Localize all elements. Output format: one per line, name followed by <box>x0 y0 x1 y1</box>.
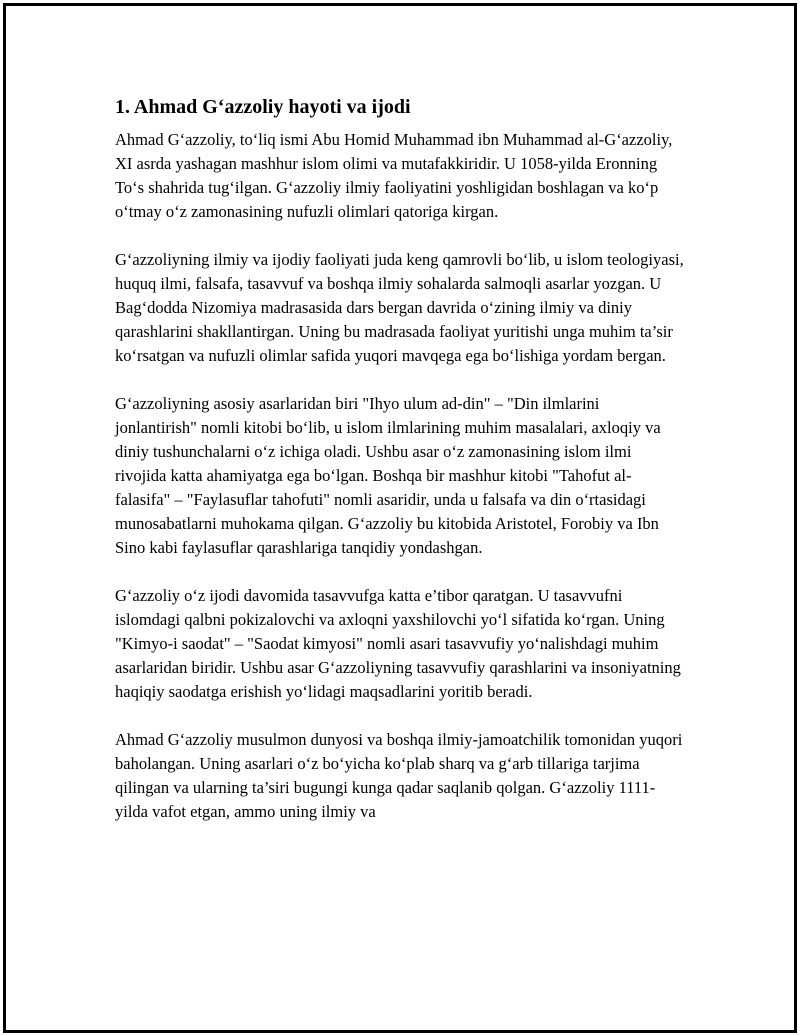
paragraph-intro: Ahmad G‘azzoliy, to‘liq ismi Abu Homid Muhammad ibn Muhammad al-G‘azzoliy, XI asrda yashagan mashhur islom olimi va mutafakkiridir. U 1058-yilda Eronning To‘s shahrida tug‘ilgan. G‘azzoliy ilmiy faoliyatini yoshligidan boshlagan va ko‘p o‘tmay o‘z zamonasining nufuzli olimlari qatoriga kirgan. <box>115 130 673 221</box>
paragraph-sufism: G‘azzoliy o‘z ijodi davomida tasavvufga katta e’tibor qaratgan. U tasavvufni islomdagi qalbni pokizalovchi va axloqni yaxshilovchi yo‘l sifatida ko‘rgan. Uning "Kimyo-i saodat" – "Saodat kimyosi" nomli asari tasavvufiy yo‘nalishdagi muhim asarlaridan biridir. Ushbu asar G‘azzoliyning tasavvufiy qarashlarini va insoniyatning haqiqiy saodatga erishish yo‘lidagi maqsadlarini yoritib beradi. <box>115 586 681 701</box>
paragraph-main-works: G‘azzoliyning asosiy asarlaridan biri "Ihyo ulum ad-din" – "Din ilmlarini jonlantirish" nomli kitobi bo‘lib, u islom ilmlarining muhim masalalari, axloqiy va diniy tushunchalarni o‘z ichiga oladi. Ushbu asar o‘z zamonasining islom ilmi rivojida katta ahamiyatga ega bo‘lgan. Boshqa bir mashhur kitobi "Tahofut al-falasifa" – "Faylasuflar tahofuti" nomli asaridir, unda u falsafa va din o‘rtasidagi munosabatlarni muhokama qilgan. G‘azzoliy bu kitobida Aristotel, Forobiy va Ibn Sino kabi faylasuflar qarashlariga tanqidiy yondashgan. <box>115 394 661 557</box>
paragraph-legacy: Ahmad G‘azzoliy musulmon dunyosi va boshqa ilmiy-jamoatchilik tomonidan yuqori baholangan. Uning asarlari o‘z bo‘yicha ko‘plab sharq va g‘arb tillariga tarjima qilingan va ularning ta’siri bugungi kunga qadar saqlanib qolgan. G‘azzoliy 1111-yilda vafot etgan, ammo uning ilmiy va <box>115 730 683 821</box>
paragraph-scholarly-activity: G‘azzoliyning ilmiy va ijodiy faoliyati juda keng qamrovli bo‘lib, u islom teologiyasi, huquq ilmi, falsafa, tasavvuf va boshqa ilmiy sohalarda salmoqli asarlar yozgan. U Bag‘dodda Nizomiya madrasasida dars bergan davrida o‘zining ilmiy va diniy qarashlarini shakllantirgan. Uning bu madrasada faoliyat yuritishi unga muhim ta’sir ko‘rsatgan va nufuzli olimlar safida yuqori mavqega ega bo‘lishiga yordam bergan. <box>115 250 684 365</box>
document-title: 1. Ahmad G‘azzoliy hayoti va ijodi <box>115 96 411 118</box>
document-body <box>115 94 685 848</box>
